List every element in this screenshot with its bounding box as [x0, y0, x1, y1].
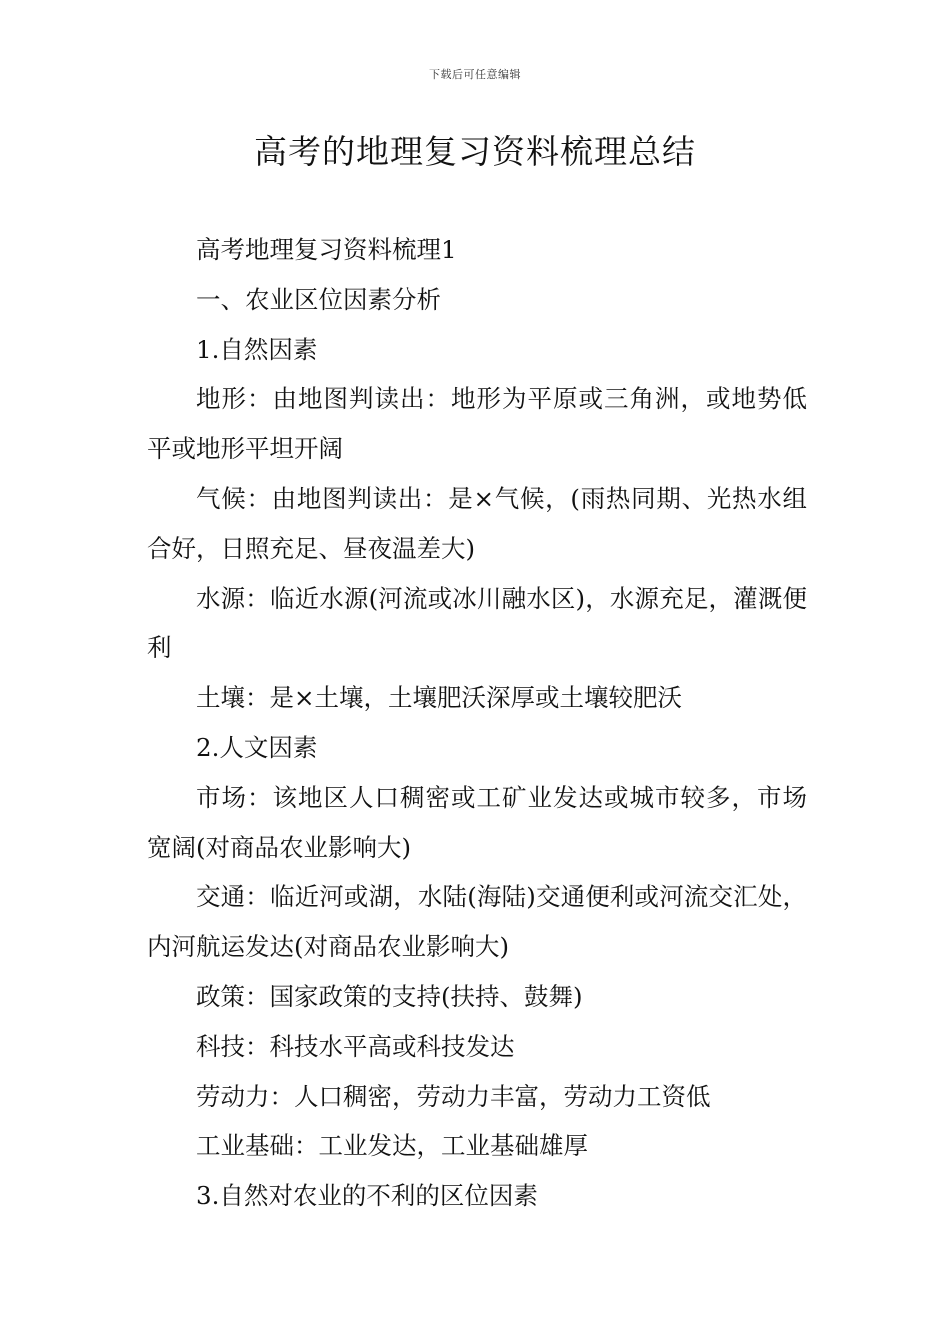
paragraph: 高考地理复习资料梳理1	[196, 235, 457, 264]
paragraph: 气候：由地图判读出：是×气候，(雨热同期、光热水组合好，日照充足、昼夜温差大)	[147, 483, 807, 563]
paragraph: 市场：该地区人口稠密或工矿业发达或城市较多，市场宽阔(对商品农业影响大)	[147, 782, 807, 862]
paragraph: 土壤：是×土壤，土壤肥沃深厚或土壤较肥沃	[196, 683, 683, 713]
paragraph: 地形：由地图判读出：地形为平原或三角洲，或地势低平或地形平坦开阔	[147, 384, 807, 464]
paragraph: 2.人文因素	[196, 732, 318, 762]
document-title: 高考的地理复习资料梳理总结	[254, 132, 696, 171]
paragraph: 科技：科技水平高或科技发达	[196, 1031, 515, 1061]
paragraph: 水源：临近水源(河流或冰川融水区)，水源充足，灌溉便利	[147, 583, 807, 663]
paragraph: 1.自然因素	[196, 334, 318, 364]
paragraph: 3.自然对农业的不利的区位因素	[196, 1181, 538, 1211]
paragraph: 交通：临近河或湖，水陆(海陆)交通便利或河流交汇处，内河航运发达(对商品农业影响大)	[147, 882, 807, 962]
paragraph: 政策：国家政策的支持(扶持、鼓舞)	[196, 981, 583, 1011]
paragraph: 工业基础：工业发达，工业基础雄厚	[196, 1131, 588, 1161]
paragraph: 一、农业区位因素分析	[196, 284, 441, 314]
paragraph: 劳动力：人口稠密，劳动力丰富，劳动力工资低	[196, 1081, 711, 1111]
header-note: 下载后可任意编辑	[429, 68, 521, 81]
document-body	[147, 225, 807, 1221]
